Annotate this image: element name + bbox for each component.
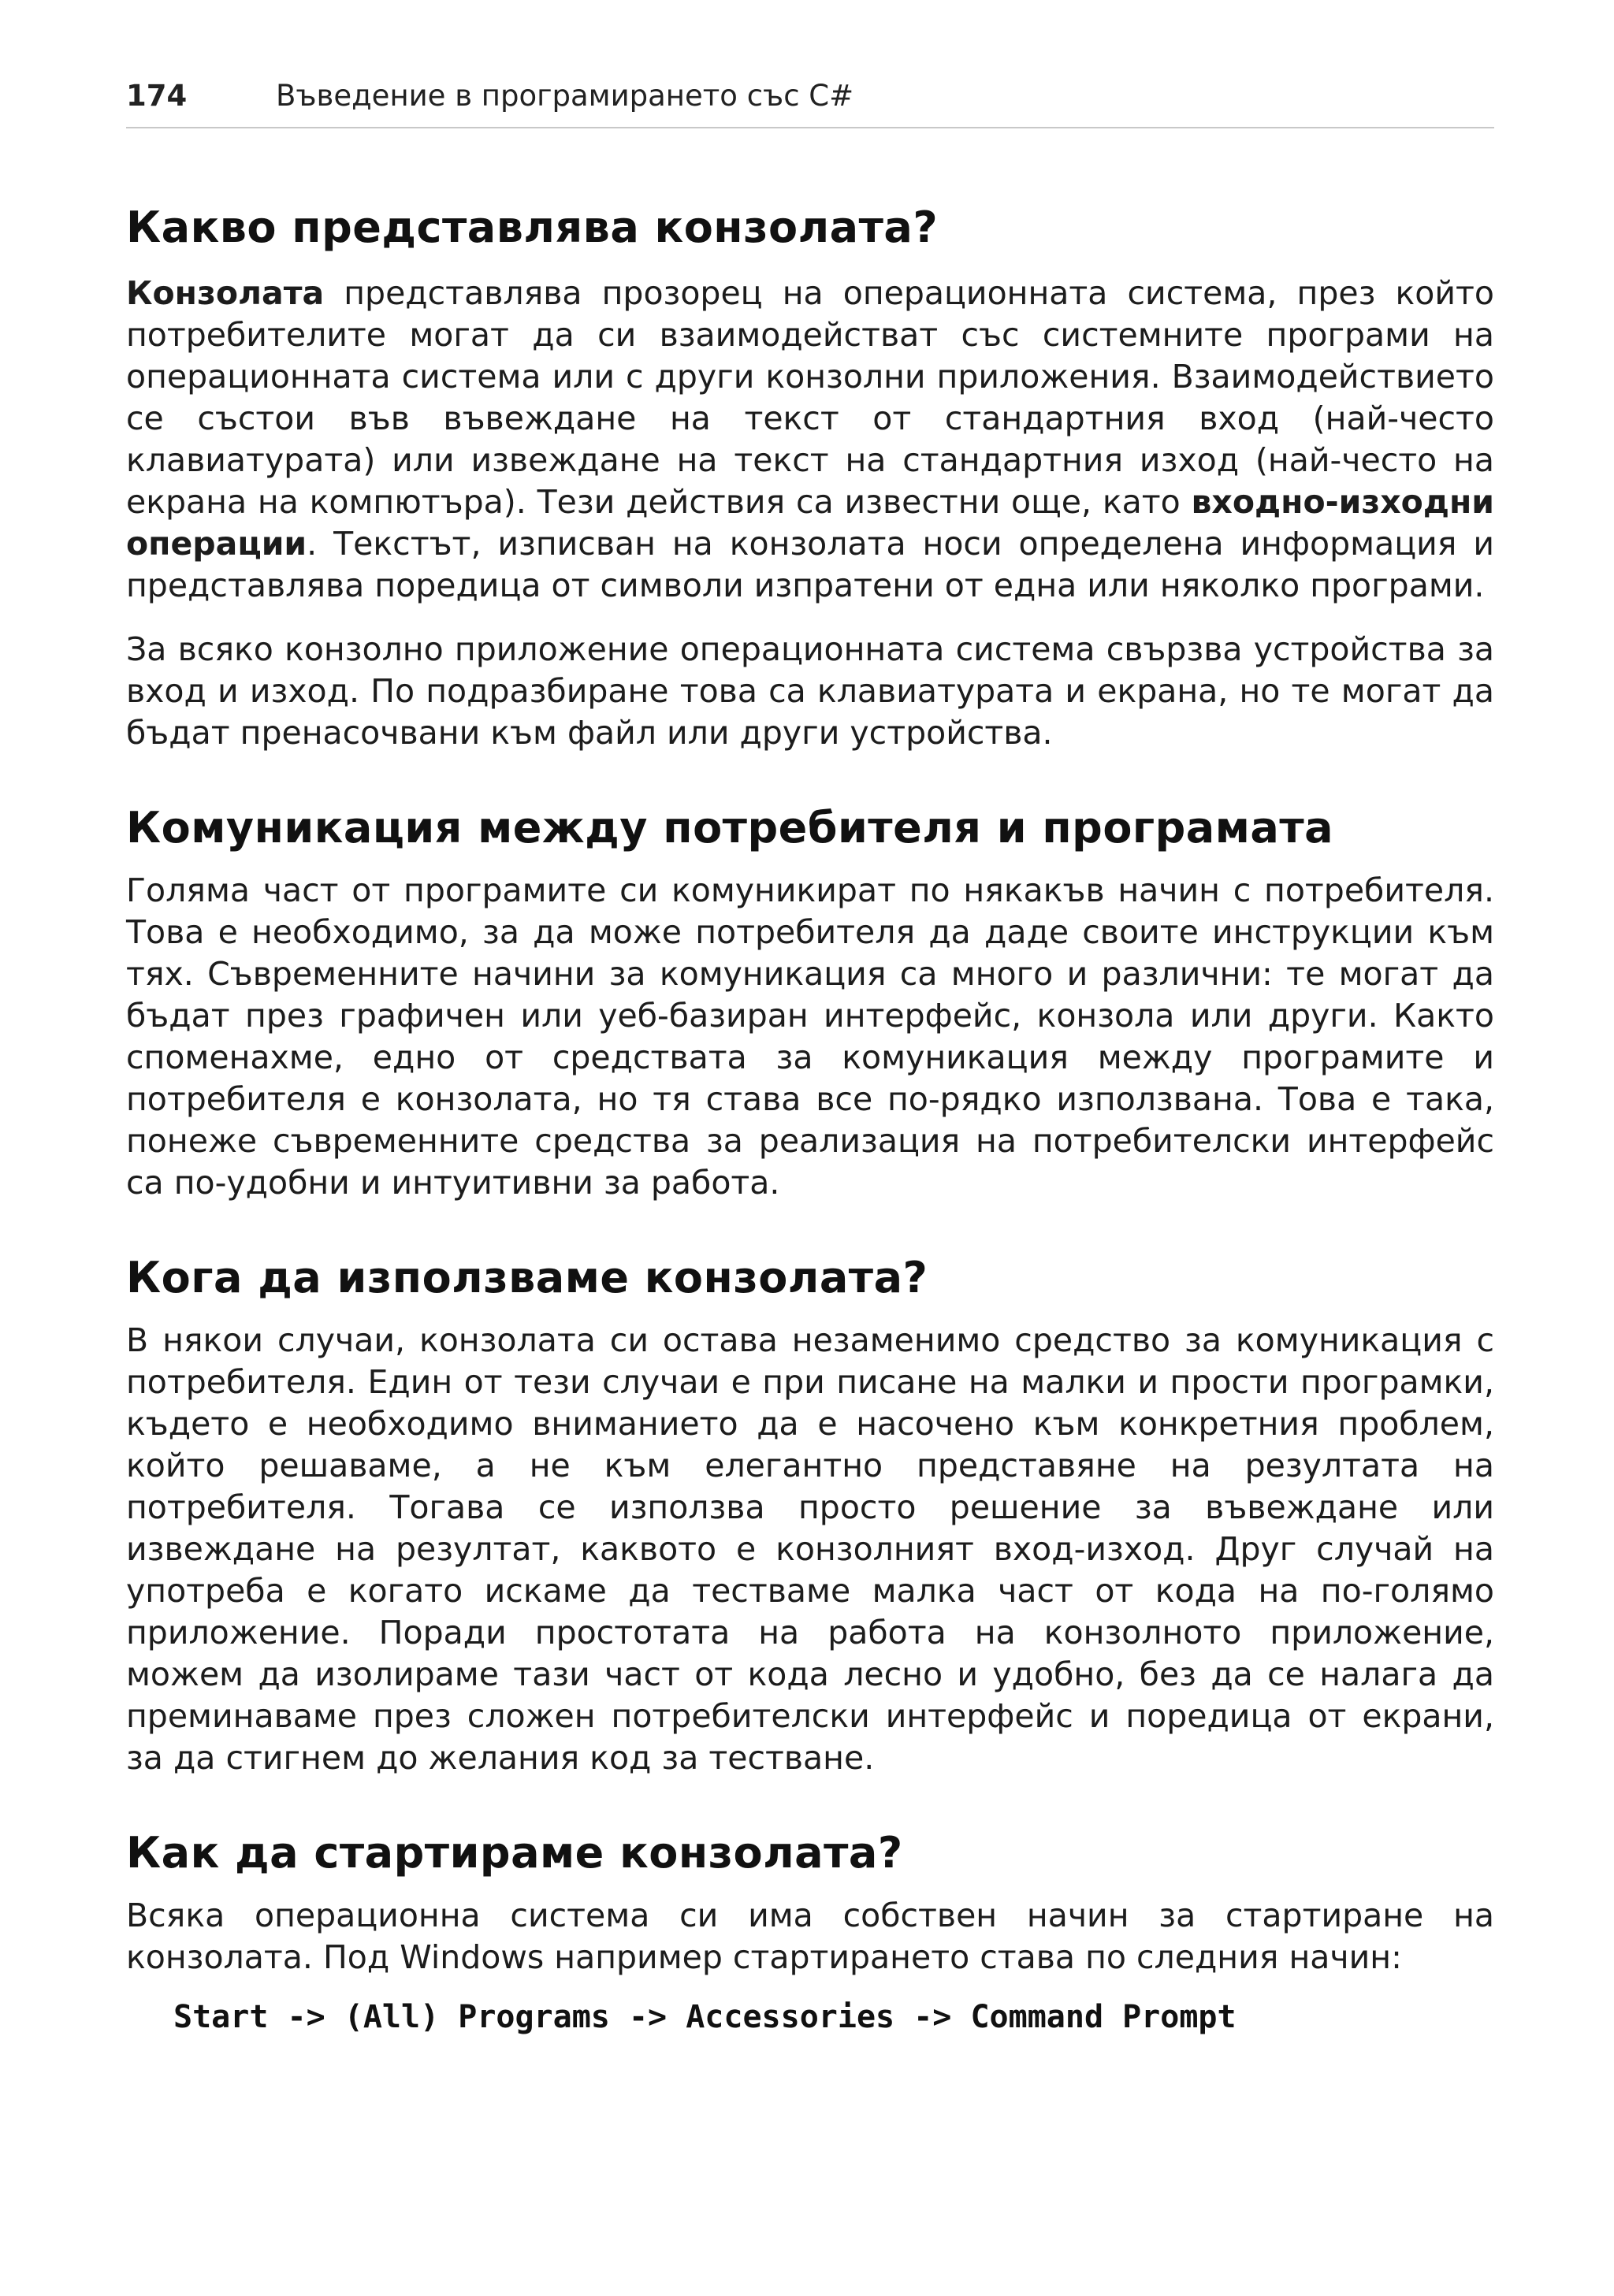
paragraph-console-devices: За всяко конзолно приложение операционната система свързва устройства за вход и изход. По подразбиране това са клавиатурата и екрана, но те могат да бъдат пренасочвани към файл или други устройства. bbox=[126, 630, 1494, 752]
term-console: Конзолата bbox=[126, 274, 325, 312]
section-heading-what-is-console: Какво представлява конзолата? bbox=[126, 202, 939, 252]
paragraph-console-definition bbox=[126, 273, 1494, 607]
paragraph-text: представлява прозорец на операционната система, през който потребителите могат да си взаимодействат със системните програми на операционната система или с други конзолни приложения. Взаимодействието се състои във въвеждане на текст от стандартния вход (най-често клавиатурата) или извеждане на текст на стандартния изход (най-често на екрана на компютъра). Тези действия са известни още, като bbox=[126, 274, 1494, 521]
book-page bbox=[126, 79, 1494, 2035]
paragraph-text: . Текстът, изписван на конзолата носи определена информация и представлява поредица от символи изпратени от една или няколко програми. bbox=[126, 525, 1494, 604]
running-header bbox=[126, 79, 1494, 128]
section-heading-when-to-use-console: Кога да използваме конзолата? bbox=[126, 1253, 928, 1302]
paragraph-when-to-use: В някои случаи, конзолата си остава незаменимо средство за комуникация с потребителя. Един от тези случаи е при писане на малки и прости програмки, където е необходимо вниманието да е насочено към конкретния проблем, който решаваме, а не към елегантно представяне на резултата на потребителя. Тогава се използва просто решение за въвеждане или извеждане на резултат, каквото е конзолният вход-изход. Друг случай на употреба е когато искаме да тестваме малка част от кода на по-голямо приложение. Поради простотата на работа на конзолното приложение, можем да изолираме тази част от кода лесно и удобно, без да се налага да преминаваме през сложен потребителски интерфейс и поредица от екрани, за да стигнем до желания код за тестване. bbox=[126, 1321, 1494, 1777]
paragraph-communication: Голяма част от програмите си комуникират по някакъв начин с потребителя. Това е необходимо, за да може потребителя да даде своите инструкции към тях. Съвременните начини за комуникация са много и различни: те могат да бъдат през графичен или уеб-базиран интерфейс, конзола или други. Както споменахме, едно от средствата за комуникация между програмите и потребителя е конзолата, но тя става все по-рядко използвана. Това е така, понеже съвременните средства за реализация на потребителски интерфейс са по-удобни и интуитивни за работа. bbox=[126, 871, 1494, 1202]
section-heading-how-to-start-console: Как да стартираме конзолата? bbox=[126, 1828, 903, 1878]
term-io-operations: входно-изходни операции bbox=[126, 483, 1494, 563]
code-start-menu-path: Start -> (All) Programs -> Accessories -> Command Prompt bbox=[173, 1999, 1237, 2035]
paragraph-how-to-start: Всяка операционна система си има собствен начин за стартиране на конзолата. Под Windows например стартирането става по следния начин: bbox=[126, 1897, 1494, 1976]
book-title: Въведение в програмирането със C# bbox=[276, 79, 854, 113]
section-heading-user-program-communication: Комуникация между потребителя и програмата bbox=[126, 803, 1334, 853]
page-number: 174 bbox=[126, 79, 188, 113]
